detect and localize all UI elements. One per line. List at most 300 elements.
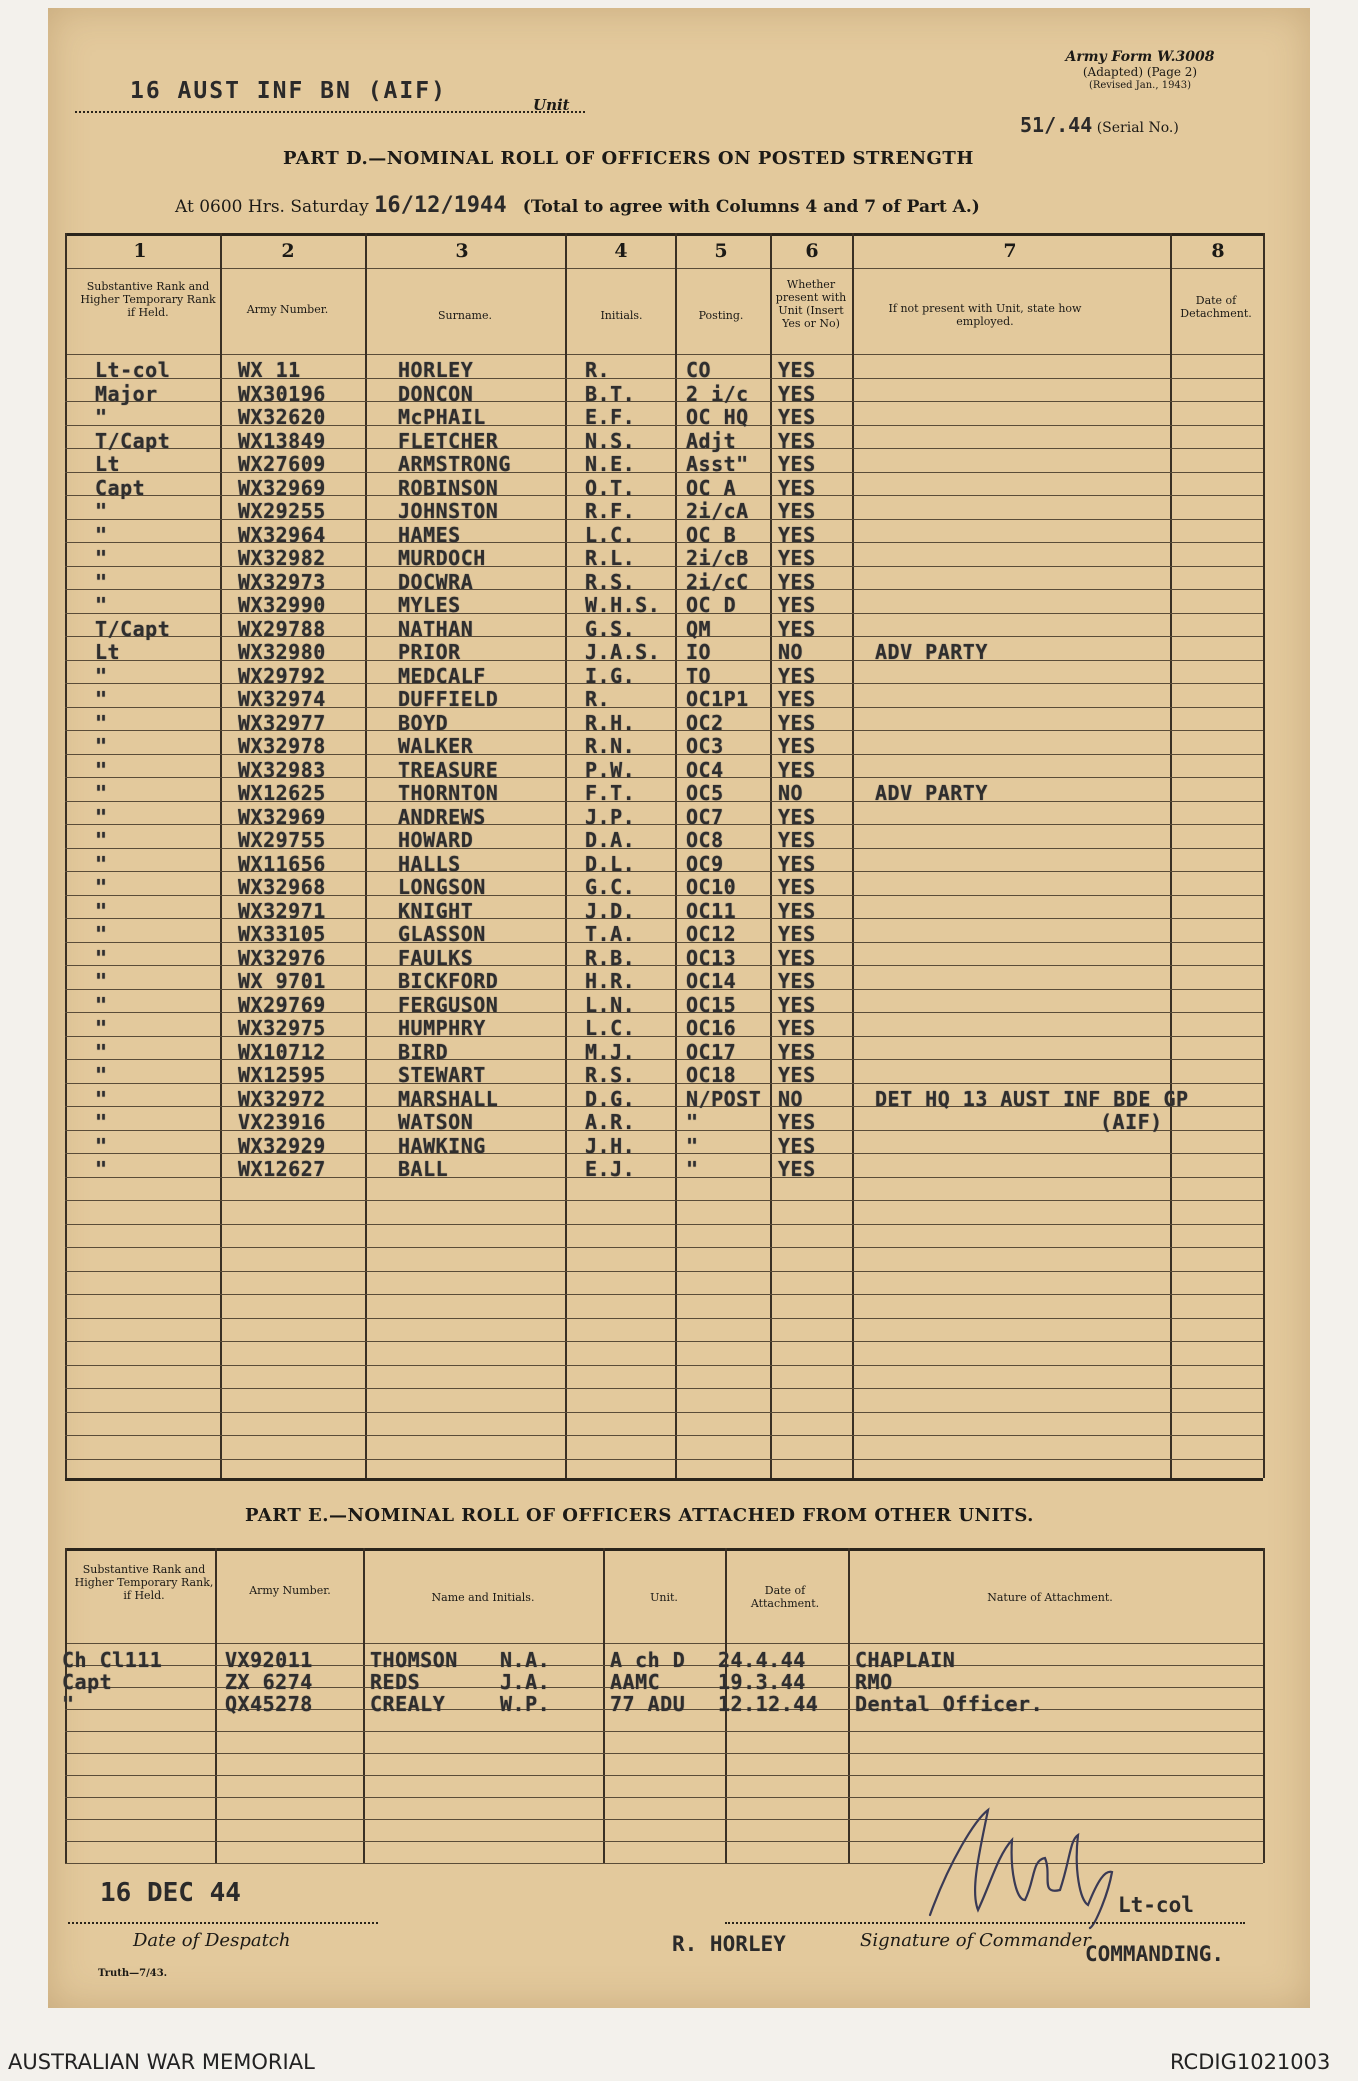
col-num-7: 7 — [1003, 240, 1017, 262]
part-d-cell-posting: 2 i/c — [686, 382, 749, 406]
part-d-cell-posting: OC5 — [686, 781, 724, 805]
part-d-cell-posting: OC A — [686, 476, 737, 500]
part-d-cell-rank: " — [95, 875, 108, 899]
col-num-4: 4 — [614, 240, 628, 262]
part-d-cell-rank: " — [95, 570, 108, 594]
part-d-cell-army-no: WX32982 — [238, 546, 326, 570]
part-d-cell-surname: HORLEY — [398, 358, 474, 382]
part-d-header-rule — [65, 354, 1263, 355]
part-d-cell-present: YES — [778, 687, 816, 711]
part-e-cell-date: 24.4.44 — [718, 1648, 806, 1672]
part-d-cell-posting: " — [686, 1134, 699, 1158]
part-d-cell-posting: OC D — [686, 593, 737, 617]
part-d-cell-posting: OC8 — [686, 828, 724, 852]
part-d-cell-employed: ADV PARTY — [875, 781, 988, 805]
part-d-cell-rank: " — [95, 1040, 108, 1064]
part-e-cell-date: 12.12.44 — [718, 1692, 819, 1716]
part-d-cell-initials: R.L. — [585, 546, 636, 570]
part-d-cell-posting: OC7 — [686, 805, 724, 829]
part-d-col-line — [1263, 233, 1265, 1478]
despatch-label: Date of Despatch — [133, 1930, 291, 1951]
part-d-cell-surname: NATHAN — [398, 617, 474, 641]
col-num-3: 3 — [455, 240, 469, 262]
part-e-top-rule — [65, 1548, 1263, 1551]
part-d-cell-army-no: WX32978 — [238, 734, 326, 758]
part-d-cell-initials: E.F. — [585, 405, 636, 429]
part-d-row-line — [65, 1247, 1263, 1248]
at-prefix: At 0600 Hrs. Saturday — [175, 197, 369, 217]
part-e-col-line — [1263, 1548, 1265, 1863]
part-d-cell-initials: R. — [585, 358, 611, 382]
part-d-col-line — [852, 233, 854, 1478]
part-d-row-line — [65, 1459, 1263, 1460]
part-d-row-line — [65, 1412, 1263, 1413]
part-d-cell-posting: 2i/cB — [686, 546, 749, 570]
col-head-surname: Surname. — [438, 309, 492, 322]
year-digit: 4 — [493, 193, 507, 218]
part-d-cell-present: YES — [778, 969, 816, 993]
part-d-cell-posting: OC12 — [686, 922, 737, 946]
part-d-cell-present: YES — [778, 852, 816, 876]
part-d-cell-initials: T.A. — [585, 922, 636, 946]
part-d-cell-rank: " — [95, 781, 108, 805]
part-d-cell-army-no: WX29788 — [238, 617, 326, 641]
part-d-num-rule — [65, 268, 1263, 269]
part-d-cell-initials: L.C. — [585, 523, 636, 547]
part-d-cell-surname: FLETCHER — [398, 429, 499, 453]
part-d-cell-army-no: WX29769 — [238, 993, 326, 1017]
part-d-cell-rank: " — [95, 1087, 108, 1111]
part-d-cell-present: YES — [778, 405, 816, 429]
part-d-cell-initials: R.S. — [585, 1063, 636, 1087]
part-d-cell-posting: OC1P1 — [686, 687, 749, 711]
part-d-cell-surname: MEDCALF — [398, 664, 486, 688]
part-d-cell-initials: G.S. — [585, 617, 636, 641]
part-e-cell-initials: J.A. — [500, 1670, 551, 1694]
part-d-cell-surname: STEWART — [398, 1063, 486, 1087]
part-d-cell-surname: JOHNSTON — [398, 499, 499, 523]
part-d-row-line — [65, 1365, 1263, 1366]
part-d-cell-posting: N/POST — [686, 1087, 762, 1111]
part-d-bottom-rule — [65, 1478, 1263, 1481]
form-name: Army Form W.3008 — [1065, 49, 1215, 65]
part-d-cell-initials: J.D. — [585, 899, 636, 923]
part-d-cell-surname: THORNTON — [398, 781, 499, 805]
part-d-cell-initials: D.G. — [585, 1087, 636, 1111]
part-d-cell-initials: R.B. — [585, 946, 636, 970]
serial-typed: 51/.44 — [1020, 113, 1093, 137]
at-date-line — [175, 193, 980, 218]
part-d-cell-posting: OC2 — [686, 711, 724, 735]
part-d-row-line — [65, 1318, 1263, 1319]
part-d-cell-army-no: WX29255 — [238, 499, 326, 523]
part-e-cell-initials: N.A. — [500, 1648, 551, 1672]
part-d-row-line — [65, 1388, 1263, 1389]
part-d-cell-initials: O.T. — [585, 476, 636, 500]
part-d-cell-rank: " — [95, 523, 108, 547]
col-num-5: 5 — [714, 240, 728, 262]
part-d-cell-initials: R.H. — [585, 711, 636, 735]
part-e-title: PART E.—NOMINAL ROLL OF OFFICERS ATTACHED FROM OTHER UNITS. — [245, 1505, 1034, 1526]
col-num-8: 8 — [1211, 240, 1225, 262]
part-d-cell-present: YES — [778, 946, 816, 970]
part-e-cell-rank: " — [62, 1692, 75, 1716]
part-d-cell-posting: OC13 — [686, 946, 737, 970]
part-d-cell-surname: FERGUSON — [398, 993, 499, 1017]
part-e-cell-army-no: QX45278 — [225, 1692, 313, 1716]
part-d-cell-army-no: WX32964 — [238, 523, 326, 547]
part-d-cell-present: YES — [778, 758, 816, 782]
part-d-cell-surname: BICKFORD — [398, 969, 499, 993]
part-d-cell-surname: MURDOCH — [398, 546, 486, 570]
part-e-col-line — [603, 1548, 605, 1863]
part-d-row-line — [65, 1435, 1263, 1436]
part-d-cell-rank: " — [95, 758, 108, 782]
part-d-cell-surname: FAULKS — [398, 946, 474, 970]
part-d-cell-present: YES — [778, 593, 816, 617]
part-d-cell-rank: T/Capt — [95, 617, 171, 641]
part-e-cell-name: CREALY — [370, 1692, 446, 1716]
part-d-cell-surname: MARSHALL — [398, 1087, 499, 1111]
e-head-rank: Substantive Rank and Higher Temporary Rank, if Held. — [74, 1563, 214, 1602]
part-d-cell-army-no: WX13849 — [238, 429, 326, 453]
part-d-cell-posting: OC10 — [686, 875, 737, 899]
unit-dotted-line — [75, 111, 585, 113]
part-d-cell-army-no: WX12625 — [238, 781, 326, 805]
part-d-cell-rank: " — [95, 1063, 108, 1087]
part-e-cell-army-no: ZX 6274 — [225, 1670, 313, 1694]
part-e-header-rule — [65, 1643, 1263, 1644]
part-d-cell-army-no: WX32968 — [238, 875, 326, 899]
part-d-cell-rank: Lt — [95, 452, 121, 476]
col-head-employed: If not present with Unit, state how employed. — [888, 302, 1082, 328]
part-d-cell-present: YES — [778, 1063, 816, 1087]
part-d-cell-surname: HOWARD — [398, 828, 474, 852]
part-d-cell-posting: OC16 — [686, 1016, 737, 1040]
commander-name-typed: R. HORLEY — [672, 1932, 786, 1956]
part-d-cell-initials: J.P. — [585, 805, 636, 829]
part-e-row-line — [65, 1797, 1263, 1798]
part-d-cell-rank: " — [95, 1157, 108, 1181]
part-d-cell-initials: I.G. — [585, 664, 636, 688]
part-d-row-line — [65, 1200, 1263, 1201]
commanding-typed: COMMANDING. — [1085, 1942, 1225, 1966]
part-d-cell-rank: " — [95, 405, 108, 429]
part-d-cell-present: YES — [778, 1110, 816, 1134]
part-d-cell-surname: PRIOR — [398, 640, 461, 664]
part-d-cell-army-no: WX32977 — [238, 711, 326, 735]
part-d-cell-present: YES — [778, 617, 816, 641]
part-d-cell-army-no: WX32975 — [238, 1016, 326, 1040]
part-d-cell-present: YES — [778, 899, 816, 923]
part-d-cell-initials: B.T. — [585, 382, 636, 406]
part-d-cell-surname: WATSON — [398, 1110, 474, 1134]
unit-label: Unit — [533, 96, 570, 114]
col-num-6: 6 — [805, 240, 819, 262]
part-d-cell-initials: J.H. — [585, 1134, 636, 1158]
part-e-row-line — [65, 1753, 1263, 1754]
part-d-cell-army-no: WX33105 — [238, 922, 326, 946]
part-d-cell-initials: R.N. — [585, 734, 636, 758]
part-d-cell-present: YES — [778, 499, 816, 523]
part-d-cell-surname: HUMPHRY — [398, 1016, 486, 1040]
part-d-cell-rank: Capt — [95, 476, 146, 500]
part-d-cell-present: YES — [778, 734, 816, 758]
part-e-cell-nature: CHAPLAIN — [855, 1648, 956, 1672]
part-e-cell-name: THOMSON — [370, 1648, 458, 1672]
part-d-cell-army-no: WX32972 — [238, 1087, 326, 1111]
part-d-cell-present: YES — [778, 382, 816, 406]
part-d-cell-surname: DOCWRA — [398, 570, 474, 594]
part-d-cell-rank: " — [95, 922, 108, 946]
part-d-col-line — [675, 233, 677, 1478]
part-d-cell-posting: OC11 — [686, 899, 737, 923]
e-head-date: Date of Attachment. — [750, 1584, 820, 1610]
part-d-cell-rank: T/Capt — [95, 429, 171, 453]
part-d-cell-initials: F.T. — [585, 781, 636, 805]
part-d-cell-army-no: WX32969 — [238, 805, 326, 829]
part-e-row-line — [65, 1775, 1263, 1776]
part-d-cell-army-no: WX29755 — [238, 828, 326, 852]
part-d-cell-surname: MYLES — [398, 593, 461, 617]
part-d-cell-rank: " — [95, 499, 108, 523]
unit-typed-text: 16 AUST INF BN (AIF) — [130, 78, 447, 104]
part-d-row-line — [65, 1294, 1263, 1295]
part-d-cell-posting: " — [686, 1157, 699, 1181]
part-d-cell-rank: " — [95, 593, 108, 617]
part-d-cell-initials: H.R. — [585, 969, 636, 993]
part-d-cell-surname: McPHAIL — [398, 405, 486, 429]
part-d-cell-rank: " — [95, 805, 108, 829]
part-d-cell-initials: R.F. — [585, 499, 636, 523]
part-d-cell-surname: BOYD — [398, 711, 449, 735]
part-d-cell-army-no: WX12627 — [238, 1157, 326, 1181]
part-d-cell-initials: E.J. — [585, 1157, 636, 1181]
part-d-cell-initials: R.S. — [585, 570, 636, 594]
part-d-cell-army-no: WX32969 — [238, 476, 326, 500]
part-d-cell-posting: TO — [686, 664, 712, 688]
part-e-cell-unit: 77 ADU — [610, 1692, 686, 1716]
commander-label: Signature of Commander — [860, 1930, 1091, 1951]
part-d-cell-posting: " — [686, 1110, 699, 1134]
part-d-cell-surname: DONCON — [398, 382, 474, 406]
part-d-cell-present: YES — [778, 452, 816, 476]
part-d-cell-posting: OC9 — [686, 852, 724, 876]
part-d-cell-posting: Adjt — [686, 429, 737, 453]
archive-left-caption: AUSTRALIAN WAR MEMORIAL — [8, 2050, 315, 2074]
part-d-title: PART D.—NOMINAL ROLL OF OFFICERS ON POSTED STRENGTH — [283, 148, 974, 169]
part-d-cell-army-no: WX32973 — [238, 570, 326, 594]
part-d-cell-rank: " — [95, 946, 108, 970]
commander-rank-typed: Lt-col — [1118, 1893, 1194, 1917]
part-d-cell-rank: " — [95, 711, 108, 735]
part-d-cell-rank: " — [95, 734, 108, 758]
col-head-rank: Substantive Rank and Higher Temporary Rank if Held. — [80, 280, 216, 319]
commander-signature — [920, 1800, 1150, 1930]
part-d-cell-rank: " — [95, 546, 108, 570]
part-d-cell-posting: Asst" — [686, 452, 749, 476]
part-d-cell-surname: KNIGHT — [398, 899, 474, 923]
part-d-col-line — [365, 233, 367, 1478]
part-d-cell-surname: GLASSON — [398, 922, 486, 946]
part-d-cell-army-no: WX32980 — [238, 640, 326, 664]
part-d-cell-surname: LONGSON — [398, 875, 486, 899]
part-d-cell-initials: N.S. — [585, 429, 636, 453]
part-d-col-line — [65, 233, 67, 1478]
part-d-cell-rank: " — [95, 1110, 108, 1134]
part-d-cell-surname: BALL — [398, 1157, 449, 1181]
part-d-cell-initials: A.R. — [585, 1110, 636, 1134]
part-e-cell-initials: W.P. — [500, 1692, 551, 1716]
part-d-col-line — [220, 233, 222, 1478]
col-num-1: 1 — [133, 240, 147, 262]
part-d-cell-initials: G.C. — [585, 875, 636, 899]
part-e-cell-unit: AAMC — [610, 1670, 661, 1694]
part-d-cell-present: YES — [778, 523, 816, 547]
part-e-cell-rank: Ch Cl111 — [62, 1648, 163, 1672]
col-head-posting: Posting. — [698, 309, 744, 322]
despatch-dotted-line — [68, 1922, 378, 1924]
part-d-cell-present: YES — [778, 358, 816, 382]
part-d-cell-army-no: WX27609 — [238, 452, 326, 476]
part-d-cell-initials: J.A.S. — [585, 640, 661, 664]
part-d-cell-initials: M.J. — [585, 1040, 636, 1064]
part-d-cell-surname: HAMES — [398, 523, 461, 547]
col-head-initials: Initials. — [600, 309, 643, 322]
commander-dotted-line — [725, 1922, 1245, 1924]
part-e-col-line — [848, 1548, 850, 1863]
part-d-cell-initials: W.H.S. — [585, 593, 661, 617]
col-head-present: Whether present with Unit (Insert Yes or No) — [775, 278, 847, 330]
part-d-cell-initials: D.A. — [585, 828, 636, 852]
part-d-cell-posting: 2i/cC — [686, 570, 749, 594]
part-e-col-line — [363, 1548, 365, 1863]
serial-label: (Serial No.) — [1096, 120, 1179, 136]
part-d-cell-initials: N.E. — [585, 452, 636, 476]
part-d-cell-posting: OC15 — [686, 993, 737, 1017]
part-d-cell-rank: " — [95, 687, 108, 711]
part-d-cell-rank: " — [95, 664, 108, 688]
part-d-cell-rank: " — [95, 969, 108, 993]
part-d-cell-initials: L.C. — [585, 1016, 636, 1040]
part-e-cell-date: 19.3.44 — [718, 1670, 806, 1694]
printer-mark: Truth—7/43. — [98, 1968, 168, 1979]
part-d-cell-army-no: WX32620 — [238, 405, 326, 429]
despatch-date-typed: 16 DEC 44 — [100, 1878, 241, 1908]
part-d-cell-present: YES — [778, 1157, 816, 1181]
part-d-cell-posting: CO — [686, 358, 712, 382]
part-d-cell-present: NO — [778, 781, 804, 805]
part-d-cell-present: YES — [778, 1016, 816, 1040]
part-e-cell-rank: Capt — [62, 1670, 113, 1694]
part-e-cell-army-no: VX92011 — [225, 1648, 313, 1672]
part-d-cell-posting: OC3 — [686, 734, 724, 758]
part-d-cell-surname: ARMSTRONG — [398, 452, 511, 476]
part-d-col-line — [1170, 233, 1172, 1478]
part-d-cell-present: YES — [778, 1134, 816, 1158]
part-d-cell-posting: OC B — [686, 523, 737, 547]
part-d-cell-army-no: VX23916 — [238, 1110, 326, 1134]
part-d-cell-posting: IO — [686, 640, 712, 664]
part-e-row-line — [65, 1731, 1263, 1732]
part-d-row-line — [65, 1224, 1263, 1225]
part-e-cell-nature: RMO — [855, 1670, 893, 1694]
part-d-cell-present: YES — [778, 664, 816, 688]
part-d-cell-present: YES — [778, 1040, 816, 1064]
part-d-cell-army-no: WX11656 — [238, 852, 326, 876]
part-d-col-line — [565, 233, 567, 1478]
part-d-cell-rank: " — [95, 899, 108, 923]
part-d-cell-posting: OC14 — [686, 969, 737, 993]
part-d-cell-employed: (AIF) — [1100, 1110, 1163, 1134]
part-e-cell-unit: A ch D — [610, 1648, 686, 1672]
col-head-detachment: Date of Detachment. — [1180, 294, 1252, 320]
part-d-cell-army-no: WX32974 — [238, 687, 326, 711]
part-d-cell-posting: OC HQ — [686, 405, 749, 429]
part-d-cell-rank: Lt-col — [95, 358, 171, 382]
part-d-cell-posting: OC18 — [686, 1063, 737, 1087]
part-d-cell-rank: " — [95, 828, 108, 852]
part-d-cell-present: NO — [778, 640, 804, 664]
col-head-army-number: Army Number. — [246, 303, 329, 316]
e-head-unit: Unit. — [650, 1591, 678, 1604]
part-d-cell-rank: Lt — [95, 640, 121, 664]
part-d-col-line — [770, 233, 772, 1478]
part-d-cell-present: YES — [778, 429, 816, 453]
total-note: (Total to agree with Columns 4 and 7 of Part A.) — [522, 197, 980, 217]
part-d-cell-initials: D.L. — [585, 852, 636, 876]
col-num-2: 2 — [281, 240, 295, 262]
part-d-cell-initials: P.W. — [585, 758, 636, 782]
part-d-cell-surname: TREASURE — [398, 758, 499, 782]
e-head-name: Name and Initials. — [431, 1591, 535, 1604]
part-d-cell-rank: " — [95, 1134, 108, 1158]
e-head-army-number: Army Number. — [249, 1584, 331, 1597]
part-d-cell-posting: OC17 — [686, 1040, 737, 1064]
part-d-cell-rank: " — [95, 1016, 108, 1040]
part-d-cell-present: NO — [778, 1087, 804, 1111]
part-d-cell-army-no: WX 11 — [238, 358, 301, 382]
form-revised: (Revised Jan., 1943) — [1088, 80, 1192, 91]
part-d-cell-surname: ANDREWS — [398, 805, 486, 829]
part-d-row-line — [65, 1271, 1263, 1272]
part-d-cell-rank: " — [95, 852, 108, 876]
part-d-top-rule — [65, 233, 1263, 236]
part-d-cell-rank: " — [95, 993, 108, 1017]
part-d-cell-present: YES — [778, 805, 816, 829]
part-e-cell-name: REDS — [370, 1670, 421, 1694]
part-d-row-line — [65, 1341, 1263, 1342]
part-d-cell-army-no: WX10712 — [238, 1040, 326, 1064]
part-d-cell-present: YES — [778, 546, 816, 570]
part-d-cell-army-no: WX32983 — [238, 758, 326, 782]
part-d-cell-initials: L.N. — [585, 993, 636, 1017]
part-d-cell-employed: ADV PARTY — [875, 640, 988, 664]
part-d-cell-posting: QM — [686, 617, 712, 641]
part-d-cell-army-no: WX32976 — [238, 946, 326, 970]
e-head-nature: Nature of Attachment. — [987, 1591, 1113, 1604]
part-e-cell-nature: Dental Officer. — [855, 1692, 1044, 1716]
part-d-cell-army-no: WX12595 — [238, 1063, 326, 1087]
part-d-cell-posting: 2i/cA — [686, 499, 749, 523]
date-typed: 16/12/194 — [374, 193, 494, 218]
part-d-cell-army-no: WX32990 — [238, 593, 326, 617]
part-e-col-line — [215, 1548, 217, 1863]
part-d-cell-army-no: WX30196 — [238, 382, 326, 406]
part-d-cell-present: YES — [778, 828, 816, 852]
part-d-cell-initials: R. — [585, 687, 611, 711]
form-adapted: (Adapted) (Page 2) — [1082, 65, 1198, 79]
